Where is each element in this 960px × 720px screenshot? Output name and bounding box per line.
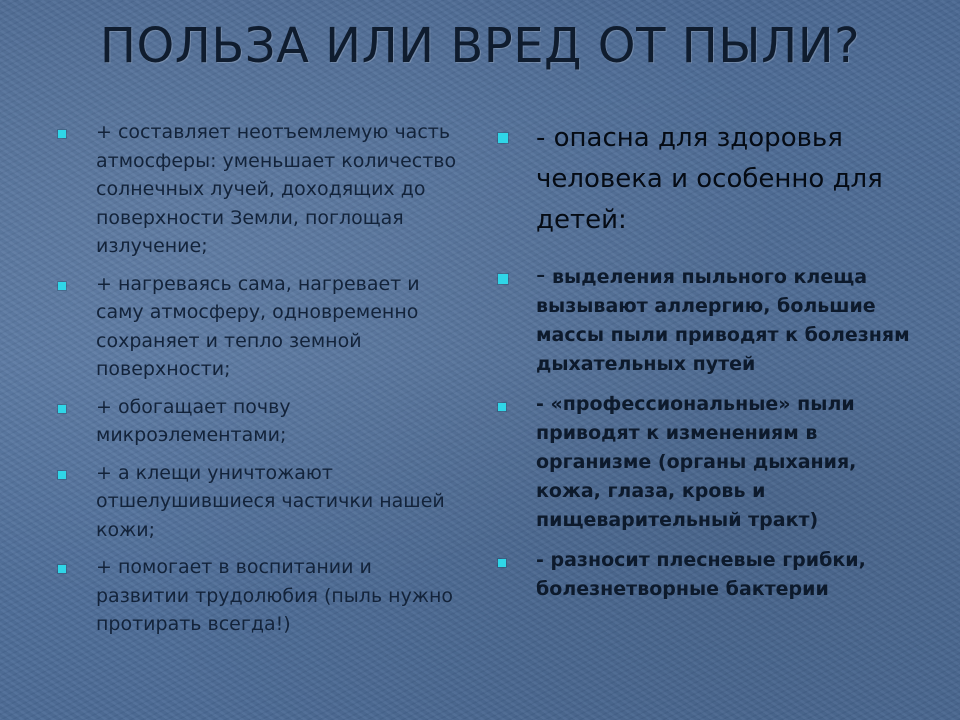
list-item xyxy=(498,546,918,604)
harms-list xyxy=(498,118,918,615)
dash-mark: - xyxy=(536,260,546,290)
square-bullet-icon xyxy=(58,565,66,573)
square-bullet-icon xyxy=(58,471,66,479)
benefits-list xyxy=(58,118,458,648)
list-item xyxy=(58,270,458,384)
harms-heading xyxy=(498,118,918,241)
list-item xyxy=(498,390,918,535)
list-item xyxy=(58,118,458,261)
square-bullet-icon xyxy=(498,403,506,411)
list-item-text: + нагреваясь сама, нагревает и саму атмосферу, одновременно сохраняет и тепло земной поверхности; xyxy=(96,272,420,380)
square-bullet-icon xyxy=(498,559,506,567)
list-item-text: + а клещи уничтожают отшелушившиеся частички нашей кожи; xyxy=(96,461,445,541)
list-item xyxy=(58,459,458,545)
list-item-text: + помогает в воспитании и развитии трудолюбия (пыль нужно протирать всегда!) xyxy=(96,556,454,635)
square-bullet-icon xyxy=(498,274,508,284)
list-item xyxy=(58,393,458,450)
slide-title: ПОЛЬЗА ИЛИ ВРЕД ОТ ПЫЛИ? xyxy=(99,18,861,74)
square-bullet-icon xyxy=(498,133,508,143)
harms-heading-text: - опасна для здоровья человека и особенно для детей: xyxy=(536,123,883,235)
list-item xyxy=(498,261,918,379)
list-item-text: выделения пыльного клеща вызывают аллергию, большие массы пыли приводят к болезням дыхательных путей xyxy=(536,266,910,375)
square-bullet-icon xyxy=(58,405,66,413)
list-item-text: + составляет неотъемлемую часть атмосферы: уменьшает количество солнечных лучей, доходящих до поверхности Земли, поглощая излучение; xyxy=(96,121,457,257)
list-item xyxy=(58,553,458,639)
list-item-text: - разносит плесневые грибки, болезнетворные бактерии xyxy=(536,549,866,600)
list-item-text: + обогащает почву микроэлементами; xyxy=(96,395,291,446)
square-bullet-icon xyxy=(58,130,66,138)
square-bullet-icon xyxy=(58,282,66,290)
list-item-text: - «профессиональные» пыли приводят к изменениям в организме (органы дыхания, кожа, глаза, кровь и пищеварительный тракт) xyxy=(536,393,857,531)
